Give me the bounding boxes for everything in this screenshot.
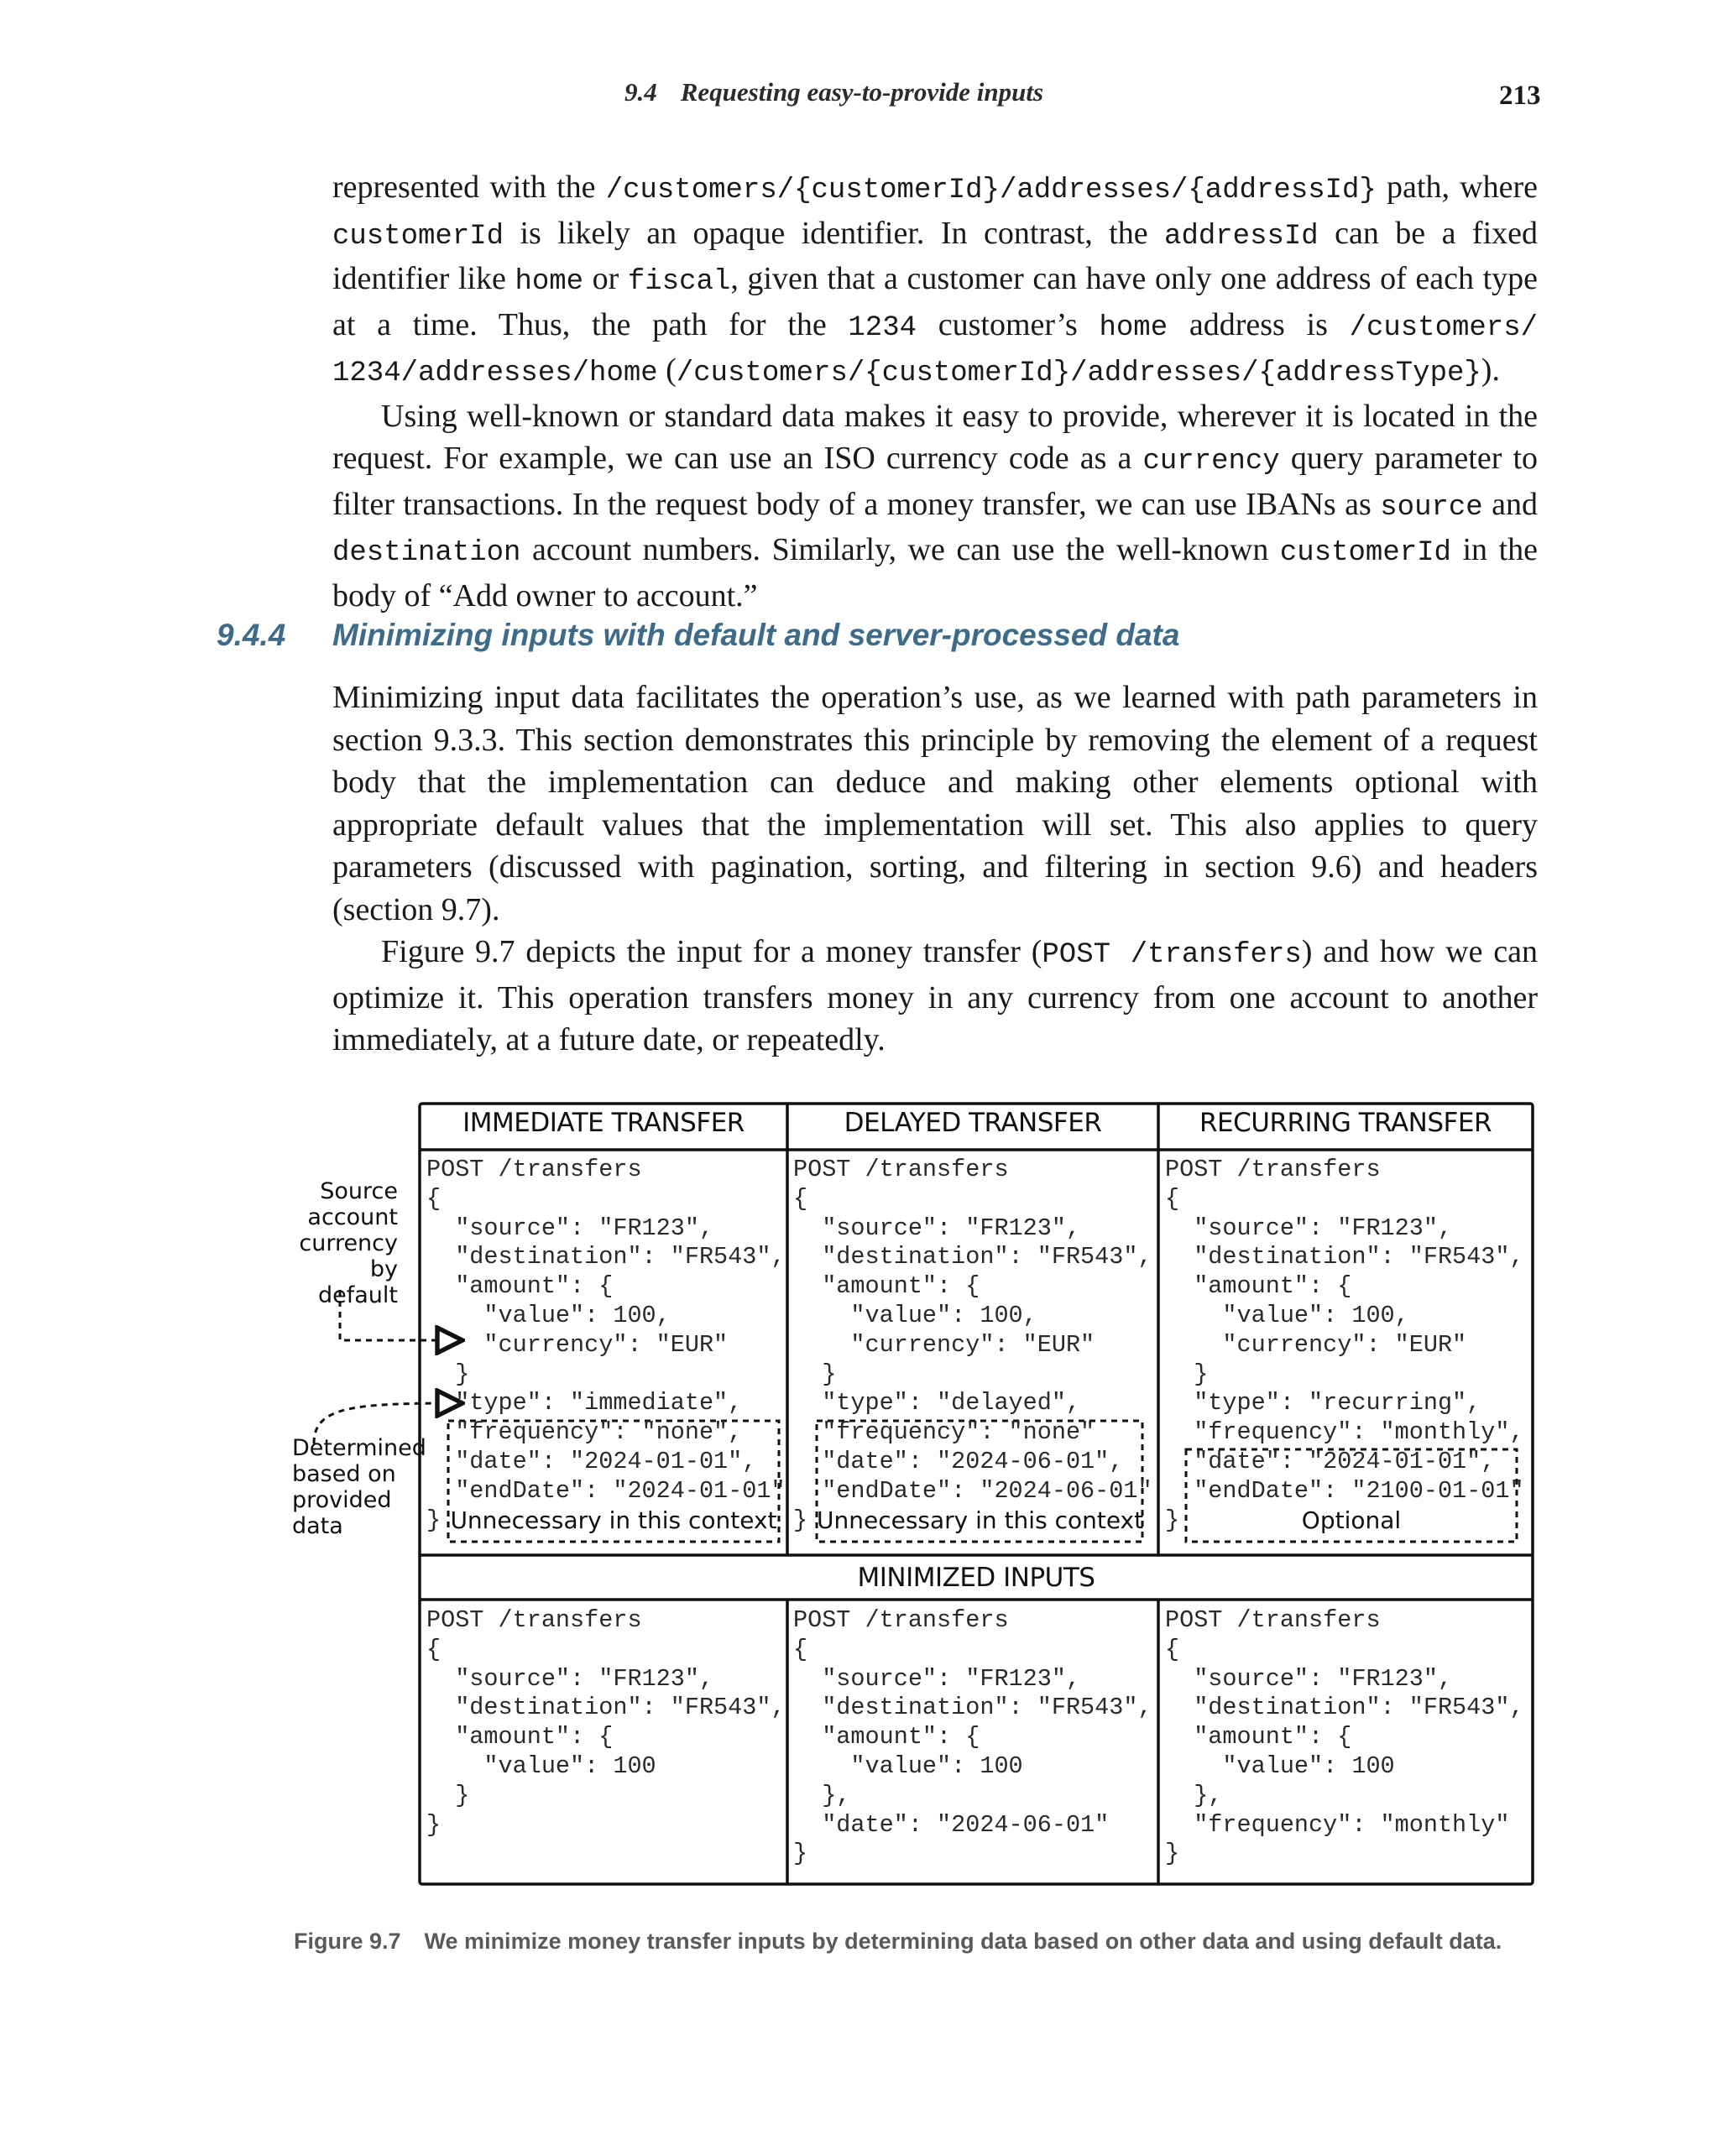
title-immediate-transfer: IMMEDIATE TRANSFER (462, 1108, 745, 1138)
running-header-section-number: 9.4 (624, 77, 657, 107)
title-recurring-transfer: RECURRING TRANSFER (1199, 1108, 1492, 1138)
code-delayed-transfer: POST /transfers { "source": "FR123", "destination": "FR543", "amount": { "value": 100, "currency": "EUR" } "type": "delayed", "frequency": "none" "date": "2024-06-01", "endDate": "2024-06-01" } (793, 1156, 1152, 1534)
code-minimized-recurring: POST /transfers { "source": "FR123", "destination": "FR543", "amount": { "value": 100 }, "frequency": "monthly" } (1165, 1606, 1524, 1868)
figure-caption (294, 1929, 1502, 1955)
caption-text: We minimize money transfer inputs by determining data based on other data and using default data. (424, 1929, 1502, 1954)
note-optional-recurring: Optional (1301, 1506, 1402, 1534)
code-immediate-transfer: POST /transfers { "source": "FR123", "destination": "FR543", "amount": { "value": 100, "currency": "EUR" } "type": "immediate", "frequency": "none", "date": "2024-01-01", "endDate": "2024-01-01" } (426, 1156, 786, 1534)
paragraph-standard-data: Using well-known or standard data makes it easy to provide, wherever it is located in the request. For example, we can use an ISO currency code as a currency query parameter to filter transactions. In the request body of a money transfer, we can use IBANs as source and destination account numbers. Similarly, we can use the well-known customerId in the body of “Add owner to account.” (332, 398, 1539, 613)
note-unnecessary-delayed: Unnecessary in this context (817, 1506, 1144, 1534)
code-minimized-delayed: POST /transfers { "source": "FR123", "destination": "FR543", "amount": { "value": 100 }, "date": "2024-06-01" } (793, 1606, 1152, 1868)
section-number: 9.4.4 (217, 618, 286, 652)
title-minimized-inputs: MINIMIZED INPUTS (857, 1563, 1095, 1593)
annotation-source-currency: Source account currency by default (299, 1178, 398, 1308)
note-unnecessary-immediate: Unnecessary in this context (450, 1506, 777, 1534)
code-recurring-transfer: POST /transfers { "source": "FR123", "destination": "FR543", "amount": { "value": 100, "currency": "EUR" } "type": "recurring", "frequency": "monthly", "date": "2024-01-01", "endDate": "2100-01-01" } (1165, 1156, 1524, 1534)
title-delayed-transfer: DELAYED TRANSFER (844, 1108, 1102, 1138)
caption-label: Figure 9.7 (294, 1929, 401, 1954)
paragraph-address-path: represented with the /customers/{customerId}/addresses/{addressId} path, where customerId is likely an opaque identifier. In contrast, the addressId can be a fixed identifier like home or fiscal, given that a customer can have only one address of each type at a time. Thus, the path for the 1234 customer’s home address is /customers/ 1234/addresses/home (/customers/{customerId}/addresses/{addressType}). (332, 170, 1538, 389)
code-minimized-immediate: POST /transfers { "source": "FR123", "destination": "FR543", "amount": { "value": 100 } } (426, 1606, 786, 1839)
annotation-determined: Determined based on provided data (292, 1435, 426, 1539)
section-title: Minimizing inputs with default and server-processed data (332, 618, 1180, 652)
paragraph-minimizing-inputs: Minimizing input data facilitates the operation’s use, as we learned with path parameters in section 9.3.3. This section demonstrates this principle by removing the element of a request body that the implementation can deduce and making other elements optional with appropriate default values that the implementation will set. This also applies to query parameters (discussed with pagination, sorting, and filtering in section 9.6) and headers (section 9.7). (332, 680, 1538, 927)
running-header-title: Requesting easy-to-provide inputs (680, 77, 1044, 107)
paragraph-figure-intro: Figure 9.7 depicts the input for a money transfer (POST /transfers) and how we can optimize it. This operation transfers money in any currency from one account to another immediately, at a future date, or repeatedly. (332, 934, 1538, 1057)
page-number: 213 (1499, 81, 1541, 111)
